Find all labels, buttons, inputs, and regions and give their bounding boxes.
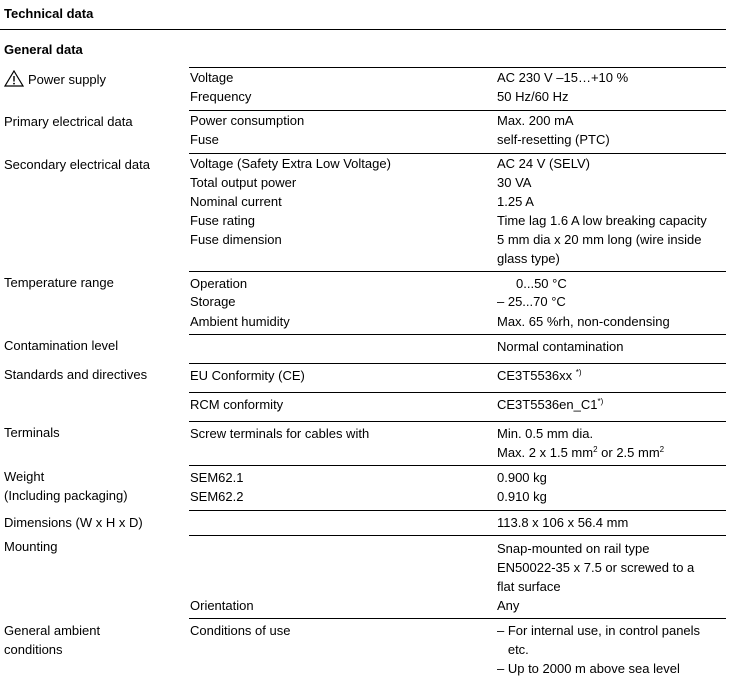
param-value: 1.25 A (497, 194, 534, 209)
spec-row (190, 249, 726, 268)
spec-row (190, 577, 726, 596)
spec-row (190, 621, 726, 640)
group-separator (189, 535, 726, 536)
param-value: 5 mm dia x 20 mm long (wire inside (497, 232, 702, 247)
spec-row (190, 513, 726, 532)
param-label: Fuse (190, 132, 219, 147)
param-value: 0.910 kg (497, 489, 547, 504)
param-value: flat surface (497, 579, 561, 594)
spec-row (190, 443, 726, 462)
title-rule (0, 29, 726, 30)
param-value: Max. 200 mA (497, 113, 574, 128)
param-value: Normal contamination (497, 339, 624, 354)
param-value (497, 366, 582, 385)
param-value: 50 Hz/60 Hz (497, 89, 569, 104)
param-value: 30 VA (497, 175, 532, 190)
param-label: Orientation (190, 598, 254, 613)
param-label: SEM62.1 (190, 470, 244, 485)
param-value: 113.8 x 106 x 56.4 mm (497, 515, 629, 530)
param-label: SEM62.2 (190, 489, 244, 504)
spec-row (190, 424, 726, 443)
category-text: Weight (4, 469, 45, 484)
spec-row (190, 130, 726, 149)
param-value: AC 230 V –15…+10 % (497, 70, 629, 85)
group-separator (189, 421, 726, 422)
param-value: glass type) (497, 251, 560, 266)
param-value: Any (497, 598, 520, 613)
param-value (497, 443, 664, 462)
param-value: Snap-mounted on rail type (497, 541, 650, 556)
param-label: Voltage (190, 70, 234, 85)
category-label (4, 621, 184, 659)
spec-row (190, 558, 726, 577)
spec-row (190, 173, 726, 192)
category-text: (Including packaging) (4, 488, 128, 503)
category-label: Temperature range (4, 275, 114, 290)
category-label (4, 467, 184, 505)
spec-row (190, 337, 726, 356)
param-value: – Up to 2000 m above sea level (497, 661, 680, 676)
footnote-marker: *) (597, 397, 604, 406)
category-text: conditions (4, 642, 63, 657)
superscript: 2 (659, 445, 665, 454)
spec-row (190, 487, 726, 506)
param-label: Fuse rating (190, 213, 256, 228)
group-separator (189, 465, 726, 466)
spec-row (190, 659, 726, 678)
param-label: Fuse dimension (190, 232, 282, 247)
group-separator (189, 363, 726, 364)
param-label: Frequency (190, 89, 252, 104)
param-value: 0...50 °C (516, 276, 567, 291)
category-label: Standards and directives (4, 367, 148, 382)
group-separator (189, 392, 726, 393)
param-value: self-resetting (PTC) (497, 132, 610, 147)
warning-triangle-icon (4, 70, 24, 92)
param-label: Operation (190, 276, 248, 291)
category-label: Primary electrical data (4, 114, 133, 129)
param-label: Nominal current (190, 194, 282, 209)
value-text: Max. 2 x 1.5 mm (497, 445, 594, 460)
group-separator (189, 510, 726, 511)
spec-row (190, 111, 726, 130)
value-text: or 2.5 mm (597, 445, 660, 460)
param-label: Screw terminals for cables with (190, 426, 370, 441)
spec-row (190, 539, 726, 558)
param-value: etc. (497, 642, 529, 657)
param-label: Conditions of use (190, 623, 291, 638)
section-heading: General data (4, 42, 83, 57)
group-separator (189, 334, 726, 335)
spec-row (190, 230, 726, 249)
category-label (4, 70, 184, 92)
param-value: – For internal use, in control panels (497, 623, 701, 638)
category-text: Power supply (28, 72, 107, 87)
param-value: EN50022-35 x 7.5 or screwed to a (497, 560, 695, 575)
spec-row (190, 395, 726, 414)
category-label: Terminals (4, 425, 60, 440)
spec-row (190, 312, 726, 331)
group-separator (189, 271, 726, 272)
param-label: Power consumption (190, 113, 305, 128)
superscript: 2 (593, 445, 598, 454)
param-label: EU Conformity (CE) (190, 368, 305, 383)
category-label: Dimensions (W x H x D) (4, 515, 143, 530)
param-label: Ambient humidity (190, 314, 290, 329)
param-value: AC 24 V (SELV) (497, 156, 590, 171)
spec-row (190, 366, 726, 385)
category-label: Mounting (4, 539, 58, 554)
param-value: Min. 0.5 mm dia. (497, 426, 594, 441)
doc-reference: CE3T5536en_C1 (497, 397, 598, 412)
param-label: RCM conformity (190, 397, 284, 412)
spec-row (190, 154, 726, 173)
param-label: Storage (190, 294, 236, 309)
group-separator (189, 618, 726, 619)
category-label: Contamination level (4, 338, 119, 353)
spec-row (190, 640, 726, 659)
spec-row (190, 292, 726, 311)
footnote-marker: *) (575, 368, 582, 377)
param-value: 0.900 kg (497, 470, 547, 485)
spec-row (190, 468, 726, 487)
param-value: Time lag 1.6 A low breaking capacity (497, 213, 707, 228)
doc-reference: CE3T5536xx (497, 368, 573, 383)
spec-row (190, 68, 726, 87)
spec-row (190, 87, 726, 106)
page-title: Technical data (4, 6, 94, 21)
spec-row (190, 596, 726, 615)
category-label: Secondary electrical data (4, 157, 150, 172)
param-value: Max. 65 %rh, non-condensing (497, 314, 670, 329)
spec-row (190, 274, 726, 293)
category-text: General ambient (4, 623, 101, 638)
param-label: Total output power (190, 175, 297, 190)
param-label: Voltage (Safety Extra Low Voltage) (190, 156, 391, 171)
param-value: – 25...70 °C (497, 294, 566, 309)
spec-row (190, 211, 726, 230)
spec-row (190, 192, 726, 211)
param-value (497, 395, 603, 414)
